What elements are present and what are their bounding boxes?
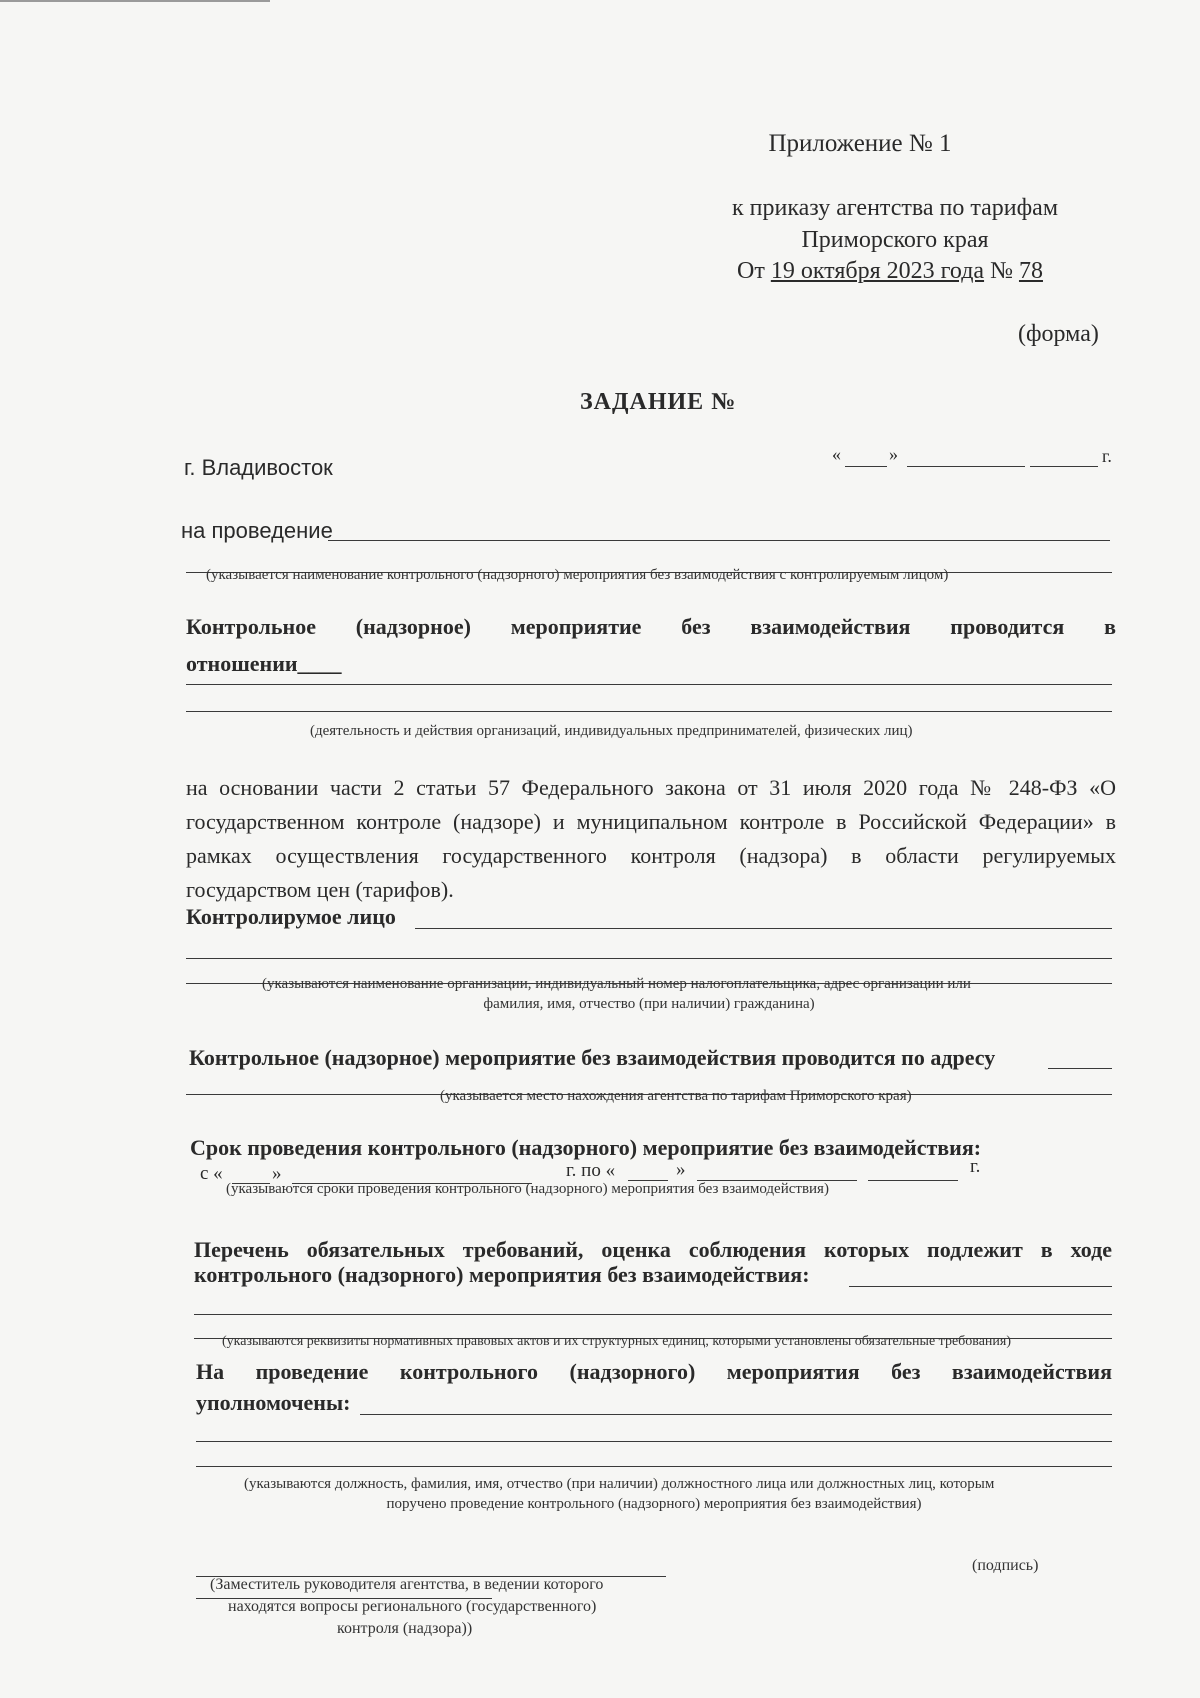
basis-line-1: на основании части 2 статьи 57 Федерального закона от 31 июля 2020 года № 248-ФЗ «О [186,775,1116,800]
basis-line-3: рамках осуществления государственного контроля (надзора) в области регулируемых [186,843,1116,868]
region-name: Приморского края [801,227,989,253]
controlled-label: Контролирумое лицо [186,904,396,929]
authorized-blank-2 [196,1441,1112,1442]
day-blank [845,466,887,467]
requirements-blank-1 [849,1286,1112,1287]
signature-label: (подпись) [972,1557,1039,1574]
authorized-caption-1: (указываются должность, фамилия, имя, отчество (при наличии) должностного лица или должностных лиц, которым [244,1476,995,1492]
term-year-suffix: г. [970,1156,981,1177]
address-label: Контрольное (надзорное) мероприятие без взаимодействия проводится по адресу [189,1045,996,1070]
term-to-close: » [676,1159,686,1180]
conduct-caption: (указывается наименование контрольного (надзорного) мероприятия без взаимодействия с контролируемым лицом) [206,567,949,583]
subject-heading-cont: отношении____ [186,651,342,676]
requirements-caption: (указываются реквизиты нормативных правовых актов и их структурных единиц, которыми установлены обязательные требования) [222,1334,1012,1349]
address-caption: (указывается место нахождения агентства по тарифам Приморского края) [440,1088,912,1104]
address-blank-1 [1048,1068,1112,1069]
order-number: 78 [1018,258,1043,284]
order-reference: к приказу агентства по тарифам [731,195,1059,221]
requirements-heading-1: Перечень обязательных требований, оценка соблюдения которых подлежит в ходе [194,1237,1112,1262]
scan-edge-strip [0,0,270,2]
subject-heading: Контрольное (надзорное) мероприятие без взаимодействия проводится в [186,614,1116,639]
requirements-blank-2 [194,1314,1112,1315]
city-name: г. Владивосток [184,455,333,480]
document-title: ЗАДАНИЕ № [580,389,737,415]
basis-line-2: государственном контроле (надзоре) и муниципальном контроле в Российской Федерации» в [186,809,1116,834]
subject-caption: (деятельность и действия организаций, индивидуальных предпринимателей, физических лиц) [310,723,913,739]
order-date-line [737,258,1043,285]
controlled-blank-1 [415,928,1112,929]
authorized-blank-3 [196,1466,1112,1467]
date-close-quote: » [889,444,898,464]
appendix-title: Приложение № 1 [768,130,952,157]
subject-blank-1 [186,684,1112,685]
conduct-blank [328,540,1110,541]
signer-position-3: контроля (надзора)) [337,1620,473,1637]
date-open-quote: « [832,444,841,464]
conduct-label: на проведение [181,518,333,543]
subject-blank-2 [186,711,1112,712]
date-prefix: От [737,258,765,284]
form-label: (форма) [1018,321,1099,347]
basis-line-4: государством цен (тарифов). [186,877,454,902]
date-year-suffix: г. [1102,446,1112,466]
requirements-heading-2: контрольного (надзорного) мероприятия без взаимодействия: [194,1262,810,1287]
order-date: 19 октября 2023 года [770,258,985,284]
controlled-caption-2: фамилия, имя, отчество (при наличии) гражданина) [483,996,815,1012]
authorized-heading-2: уполномочены: [196,1390,351,1415]
term-from-label: с « [200,1163,223,1184]
year-blank [1030,466,1098,467]
month-blank [907,466,1025,467]
term-to-year-blank [868,1180,958,1181]
basis-paragraph [186,771,1116,907]
term-from-close: » [272,1163,282,1184]
signer-position-1: (Заместитель руководителя агентства, в ведении которого [210,1576,604,1593]
authorized-caption-2: поручено проведение контрольного (надзорного) мероприятия без взаимодействия) [386,1496,922,1512]
signer-position-2: находятся вопросы регионального (государственного) [228,1598,597,1615]
authorized-heading-1: На проведение контрольного (надзорного) мероприятия без взаимодействия [196,1359,1112,1384]
term-label: Срок проведения контрольного (надзорного) мероприятие без взаимодействия: [190,1135,982,1160]
authorized-blank-1 [360,1414,1112,1415]
controlled-caption-1: (указываются наименование организации, индивидуальный номер налогоплательщика, адрес организации или [262,976,971,992]
order-number-sign: № [990,258,1013,284]
term-caption: (указываются сроки проведения контрольного (надзорного) мероприятия без взаимодействия) [226,1181,829,1197]
term-to-label: г. по « [566,1160,616,1181]
controlled-blank-2 [186,958,1112,959]
